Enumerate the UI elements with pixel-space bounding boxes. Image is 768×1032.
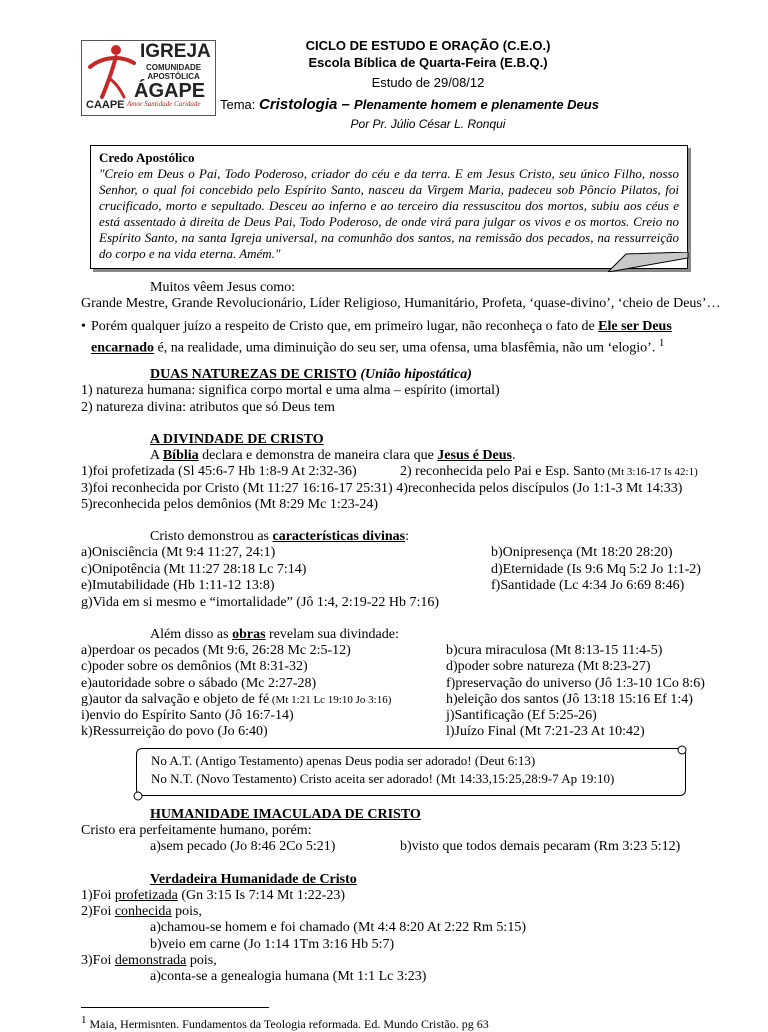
logo-comunidade — [146, 63, 201, 81]
naturezas-title: DUAS NATUREZAS DE CRISTO — [150, 367, 357, 382]
list-item: a)perdoar os pecados (Mt 9:6, 26:28 Mc 2:5-12) — [81, 643, 351, 658]
intro-line2: Grande Mestre, Grande Revolucionário, Líder Religioso, Humanitário, Profeta, ‘quase-divino’, ‘cheio de Deus’… — [81, 296, 721, 311]
intro-b1-post: é, na realidade, uma diminuição do seu ser, uma ofensa, uma blasfêmia, não um ‘elogio’. — [154, 340, 656, 356]
creed-text: "Creio em Deus o Pai, Todo Poderoso, criador do céu e da terra. E em Jesus Cristo, seu único Filho, nosso Senhor, o qual foi concebido pelo Espírito Santo, nasceu da Virgem Maria, padeceu sob Pôncio Pilatos, foi crucificado, morto e sepultado. Desceu ao inferno e ao terceiro dia ressuscitou dos mortos, subiu aos céus e está assentado à direita de Deus Pai, Todo Poderoso, de onde virá para julgar os vivos e os mortos. Creio no Espírito Santo, na santa Igreja universal, na comunhão dos santos, na remissão dos pecados, na ressurreição do corpo e na vida eterna. Amém." — [99, 166, 679, 261]
obras-intro-emph: obras — [232, 627, 266, 642]
intro-bullet: • — [81, 319, 86, 334]
v-l2-post: pois, — [171, 904, 202, 919]
intro-bullet-line2 — [91, 335, 664, 357]
obras-g-ref: (Mt 1:21 Lc 19:10 Jo 3:16) — [269, 694, 392, 706]
divindade-r2: 3)foi reconhecida por Cristo (Mt 11:27 16:16-17 25:31) 4)reconhecida pelos discípulos (Jo 1:1-3 Mt 14:33) — [81, 481, 683, 496]
tema-label: Tema: — [220, 97, 260, 112]
logo-comunidade-line: COMUNIDADE — [146, 63, 202, 72]
v-l1-pre: 1)Foi — [81, 888, 115, 903]
page-fold-icon — [608, 252, 690, 272]
divindade-r3: 5)reconhecida pelos demônios (Mt 8:29 Mc 1:23-24) — [81, 497, 379, 512]
obras-g-text: g)autor da salvação e objeto de fé — [81, 692, 270, 707]
header-tema — [220, 97, 599, 113]
div-intro-end: . — [511, 448, 516, 463]
intro-b1-pre: Porém qualquer juízo a respeito de Cristo que, em primeiro lugar, não reconheça o fato de — [91, 319, 599, 334]
obras-intro — [150, 627, 399, 643]
naturezas-heading — [150, 367, 472, 383]
list-item: b)Onipresença (Mt 18:20 28:20) — [491, 545, 673, 560]
v-l3-emph: demonstrada — [114, 953, 187, 968]
verdadeira-l3 — [81, 953, 217, 969]
divindade-intro — [150, 448, 515, 464]
scroll-curl-icon — [128, 744, 692, 802]
logo-agape: ÁGAPE — [134, 80, 206, 102]
obras-intro-pre: Além disso as — [150, 627, 233, 642]
list-item: c)poder sobre os demônios (Mt 8:31-32) — [81, 659, 308, 674]
list-item: e)Imutabilidade (Hb 1:11-12 13:8) — [81, 578, 275, 593]
divindade-title: A DIVINDADE DE CRISTO — [150, 432, 324, 447]
naturezas-item1: 1) natureza humana: significa corpo mortal e uma alma – espírito (imortal) — [81, 383, 500, 398]
list-item: d)Eternidade (Is 9:6 Mq 5:2 Jo 1:1-2) — [491, 562, 701, 577]
intro-bullet-line1 — [91, 319, 672, 335]
logo-igreja: IGREJA — [140, 41, 211, 62]
div-intro-pre: A — [150, 448, 163, 463]
humanidade-title: HUMANIDADE IMACULADA DE CRISTO — [150, 807, 421, 822]
div-intro-biblia: Bíblia — [162, 448, 199, 463]
caracteristicas-intro — [150, 529, 409, 545]
list-item: e)autoridade sobre o sábado (Mc 2:27-28) — [81, 676, 317, 691]
verdadeira-l2a: a)chamou-se homem e foi chamado (Mt 4:4 8:20 At 2:22 Rm 5:15) — [150, 920, 526, 935]
v-l3-post: pois, — [186, 953, 217, 968]
list-item: h)eleição dos santos (Jô 13:18 15:16 Ef 1:4) — [446, 692, 693, 707]
header-school: Escola Bíblica de Quarta-Feira (E.B.Q.) — [308, 55, 548, 70]
logo-caape: CAAPE — [86, 99, 125, 111]
list-item: k)Ressurreição do povo (Jo 6:40) — [81, 724, 268, 739]
humanidade-intro: Cristo era perfeitamente humano, porém: — [81, 823, 312, 838]
verdadeira-l1 — [81, 888, 345, 904]
verdadeira-l2b: b)veio em carne (Jo 1:14 1Tm 3:16 Hb 5:7) — [150, 937, 395, 952]
footnote-ref: 1 — [658, 337, 665, 349]
person-figure-icon — [86, 43, 136, 99]
list-item: g)Vida em si mesmo e “imortalidade” (Jô 1:4, 2:19-22 Hb 7:16) — [81, 595, 440, 610]
tema-main: Cristologia – — [259, 96, 355, 113]
humanidade-a: a)sem pecado (Jo 8:46 2Co 5:21) — [150, 839, 336, 854]
v-l1-emph: profetizada — [114, 888, 178, 903]
footnote-text: Maia, Hermisnten. Fundamentos da Teologia reformada. Ed. Mundo Cristão. pg 63 — [86, 1017, 489, 1031]
footnote-divider — [81, 1007, 269, 1008]
list-item: i)envio do Espírito Santo (Jô 16:7-14) — [81, 708, 294, 723]
v-l3-pre: 3)Foi — [81, 953, 115, 968]
scroll-line1: No A.T. (Antigo Testamento) apenas Deus podia ser adorado! (Deut 6:13) — [151, 753, 536, 768]
naturezas-item2: 2) natureza divina: atributos que só Deus tem — [81, 400, 335, 415]
church-logo — [81, 40, 216, 116]
verdadeira-l3a: a)conta-se a genealogia humana (Mt 1:1 Lc 3:23) — [150, 969, 427, 984]
intro-b1-emph2: encarnado — [91, 340, 154, 356]
tema-sub: Plenamente homem e plenamente Deus — [354, 97, 599, 112]
footnote — [81, 1012, 489, 1032]
logo-apostolica-line: APOSTÓLICA — [147, 72, 200, 81]
humanidade-b: b)visto que todos demais pecaram (Rm 3:23 5:12) — [400, 839, 681, 854]
logo-motto: Amor Santidade Caridade — [127, 100, 201, 108]
footnote-mark: 1 — [81, 1014, 87, 1026]
div-intro-mid: declara e demonstra de maneira clara que — [198, 448, 438, 463]
v-l2-emph: conhecida — [114, 904, 172, 919]
list-item: j)Santificação (Ef 5:25-26) — [446, 708, 597, 723]
creed-title: Credo Apostólico — [99, 150, 195, 165]
v-l1-post: (Gn 3:15 Is 7:14 Mt 1:22-23) — [177, 888, 346, 903]
list-item: f)Santidade (Lc 4:34 Jo 6:69 8:46) — [491, 578, 685, 593]
v-l2-pre: 2)Foi — [81, 904, 115, 919]
intro-b1-emph1: Ele ser Deus — [598, 319, 672, 334]
header-date: Estudo de 29/08/12 — [371, 75, 485, 90]
divindade-r1-right — [400, 464, 698, 480]
naturezas-subtitle: (União hipostática) — [356, 367, 472, 382]
divindade-r1-left: 1)foi profetizada (Sl 45:6-7 Hb 1:8-9 At 2:32-36) — [81, 464, 357, 479]
intro-line1: Muitos vêem Jesus como: — [150, 280, 296, 295]
list-item: c)Onipotência (Mt 11:27 28:18 Lc 7:14) — [81, 562, 307, 577]
header-title: CICLO DE ESTUDO E ORAÇÃO (C.E.O.) — [305, 38, 551, 53]
header-author: Por Pr. Júlio César L. Ronqui — [350, 117, 506, 131]
list-item: l)Juízo Final (Mt 7:21-23 At 10:42) — [446, 724, 645, 739]
verdadeira-l2 — [81, 904, 202, 920]
list-item — [81, 692, 391, 708]
div-intro-jesus: Jesus é Deus — [437, 448, 512, 463]
scroll-line2: No N.T. (Novo Testamento) Cristo aceita ser adorado! (Mt 14:33,15:25,28:9-7 Ap 19:10) — [151, 771, 615, 786]
obras-intro-end: revelam sua divindade: — [265, 627, 399, 642]
list-item: a)Onisciência (Mt 9:4 11:27, 24:1) — [81, 545, 276, 560]
car-intro-end: : — [405, 529, 409, 544]
div-r1-right-ref: (Mt 3:16-17 Is 42:1) — [604, 466, 698, 478]
verdadeira-title: Verdadeira Humanidade de Cristo — [150, 872, 357, 887]
list-item: b)cura miraculosa (Mt 8:13-15 11:4-5) — [446, 643, 663, 658]
list-item: f)preservação do universo (Jô 1:3-10 1Co 8:6) — [446, 676, 705, 691]
list-item: d)poder sobre natureza (Mt 8:23-27) — [446, 659, 651, 674]
div-r1-right-text: 2) reconhecida pelo Pai e Esp. Santo — [400, 464, 605, 479]
car-intro-emph: características divinas — [272, 529, 406, 544]
car-intro-pre: Cristo demonstrou as — [150, 529, 273, 544]
creed-box — [90, 145, 688, 269]
